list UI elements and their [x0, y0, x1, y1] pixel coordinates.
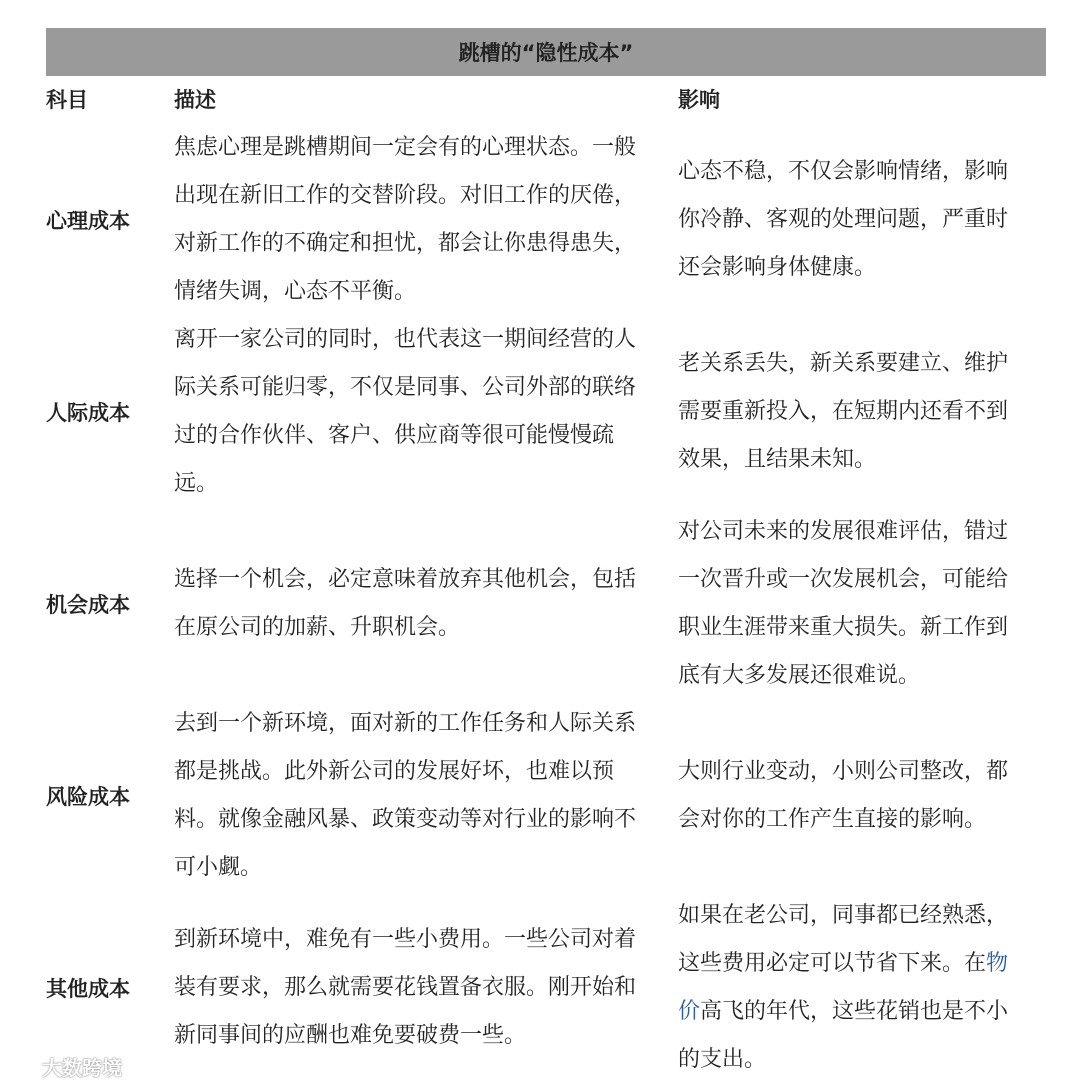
- logo-icon: [8, 1054, 38, 1080]
- description-line: 装有要求，那么就需要花钱置备衣服。刚开始和: [174, 975, 637, 1000]
- description-line: 出现在新旧工作的交替阶段。对旧工作的厌倦，: [174, 183, 637, 208]
- effect-line: 对公司未来的发展很难评估，错过: [678, 519, 1009, 544]
- row-description: [174, 700, 678, 892]
- row-description: [174, 124, 678, 316]
- effect-line: 底有大多发展还很难说。: [678, 663, 921, 688]
- row-effect: [678, 316, 1046, 508]
- row-subject: 风险成本: [46, 785, 130, 809]
- table-row: [46, 700, 1046, 892]
- description-line: 过的合作伙伴、客户、供应商等很可能慢慢疏: [174, 423, 615, 448]
- row-effect: [678, 892, 1046, 1084]
- description-line: 去到一个新环境，面对新的工作任务和人际关系: [174, 711, 637, 736]
- header-subject: 科目: [46, 88, 88, 112]
- effect-line: 老关系丢失，新关系要建立、维护: [678, 351, 1009, 376]
- row-effect: [678, 124, 1046, 316]
- effect-line: 你冷静、客观的处理问题，严重时: [678, 207, 1009, 232]
- watermark: [8, 1052, 122, 1081]
- effect-line: 如果在老公司，同事都已经熟悉，: [678, 903, 1009, 928]
- row-effect: [678, 700, 1046, 892]
- description-line: 情绪失调，心态不平衡。: [174, 279, 417, 304]
- effect-line: [678, 988, 1008, 1036]
- description-line: 料。就像金融风暴、政策变动等对行业的影响不: [174, 807, 637, 832]
- description-line: 离开一家公司的同时，也代表这一期间经营的人: [174, 327, 637, 352]
- row-subject: 机会成本: [46, 593, 130, 617]
- effect-line: 的支出。: [678, 1047, 767, 1072]
- price-link[interactable]: 物: [986, 951, 1009, 976]
- effect-line: 大则行业变动，小则公司整改，都: [678, 759, 1009, 784]
- description-line: 新同事间的应酬也难免要破费一些。: [174, 1023, 527, 1048]
- header-description: 描述: [174, 88, 216, 112]
- effect-line: 会对你的工作产生直接的影响。: [678, 807, 987, 832]
- description-line: 在原公司的加薪、升职机会。: [174, 615, 461, 640]
- effect-line: 还会影响身体健康。: [678, 255, 877, 280]
- table-row: [46, 124, 1046, 316]
- row-description: [174, 508, 678, 700]
- effect-text: 高飞的年代，这些花销也是不小: [700, 999, 1009, 1024]
- description-line: 远。: [174, 471, 219, 496]
- effect-text: 这些费用必定可以节省下来。在: [678, 951, 987, 976]
- description-line: 到新环境中，难免有一些小费用。一些公司对着: [174, 927, 637, 952]
- effect-line: 一次晋升或一次发展机会，可能给: [678, 567, 1009, 592]
- row-description: [174, 316, 678, 508]
- row-description: [174, 892, 678, 1084]
- header-effect: 影响: [678, 88, 720, 112]
- row-subject: 心理成本: [46, 209, 130, 233]
- watermark-text: 大数跨境: [42, 1056, 122, 1080]
- effect-line: 心态不稳，不仅会影响情绪，影响: [678, 159, 1009, 184]
- description-line: 焦虑心理是跳槽期间一定会有的心理状态。一般: [174, 135, 637, 160]
- effect-line: 职业生涯带来重大损失。新工作到: [678, 615, 1009, 640]
- description-line: 都是挑战。此外新公司的发展好坏，也难以预: [174, 759, 615, 784]
- effect-line: 需要重新投入，在短期内还看不到: [678, 399, 1009, 424]
- table-row: [46, 316, 1046, 508]
- row-effect: [678, 508, 1046, 700]
- row-subject: 人际成本: [46, 401, 130, 425]
- row-subject: 其他成本: [46, 977, 130, 1001]
- effect-line: 效果，且结果未知。: [678, 447, 877, 472]
- table-row: [46, 892, 1046, 1084]
- description-line: 对新工作的不确定和担忧，都会让你患得患失，: [174, 231, 637, 256]
- effect-line: [678, 940, 1008, 988]
- description-line: 选择一个机会，必定意味着放弃其他机会，包括: [174, 567, 637, 592]
- table-row: [46, 508, 1046, 700]
- description-line: 可小觑。: [174, 855, 263, 880]
- description-line: 际关系可能归零，不仅是同事、公司外部的联络: [174, 375, 637, 400]
- price-link[interactable]: 价: [678, 999, 701, 1024]
- table-title: 跳槽的“隐性成本”: [46, 28, 1046, 76]
